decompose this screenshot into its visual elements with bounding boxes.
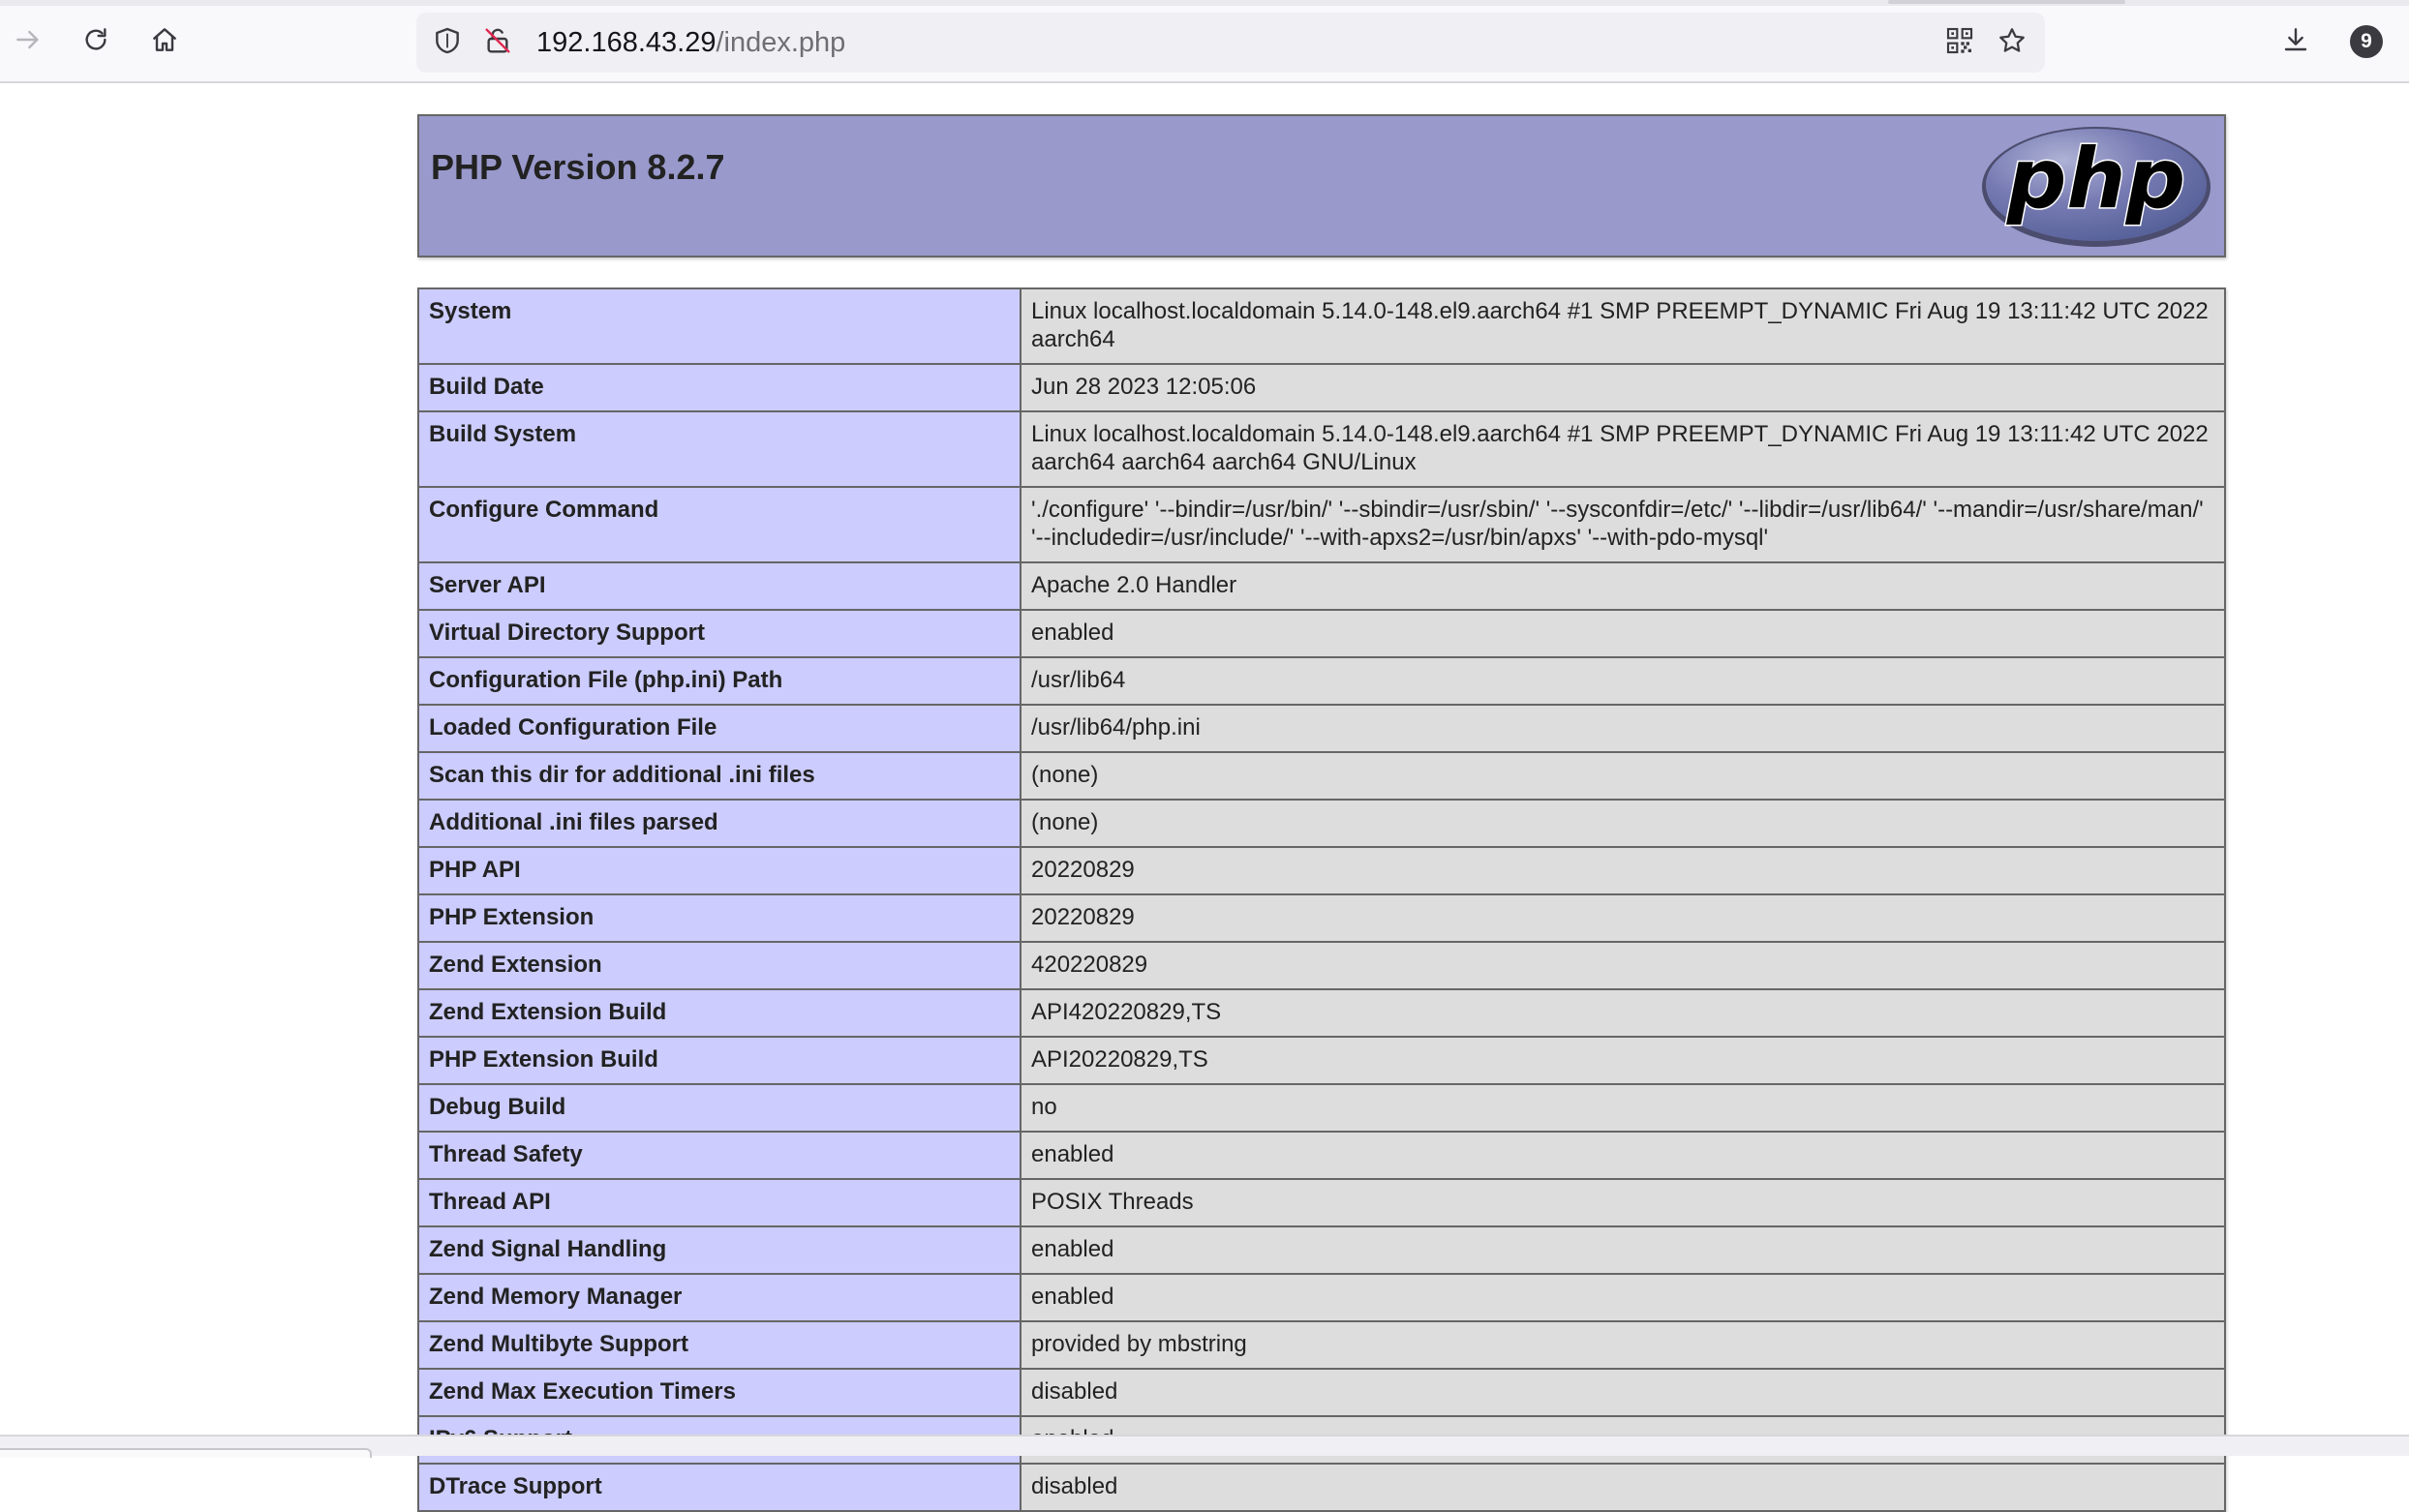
row-value: disabled — [1021, 1464, 2225, 1511]
row-key: Debug Build — [418, 1084, 1021, 1132]
forward-button[interactable] — [6, 19, 50, 64]
row-key: Zend Extension Build — [418, 989, 1021, 1037]
tab-strip — [0, 0, 2409, 6]
status-panel — [0, 1448, 372, 1458]
table-row — [418, 1369, 2225, 1416]
table-row — [418, 562, 2225, 610]
row-value: enabled — [1021, 1132, 2225, 1179]
active-tab-indicator[interactable] — [1888, 0, 2125, 4]
account-badge[interactable]: 9 — [2350, 25, 2383, 58]
table-row — [418, 1274, 2225, 1321]
row-value: 420220829 — [1021, 942, 2225, 989]
table-row — [418, 610, 2225, 657]
row-value: 20220829 — [1021, 894, 2225, 942]
table-row — [418, 288, 2225, 364]
row-value: Jun 28 2023 12:05:06 — [1021, 364, 2225, 411]
row-value: API20220829,TS — [1021, 1037, 2225, 1084]
row-value: provided by mbstring — [1021, 1321, 2225, 1369]
phpinfo-header — [417, 114, 2226, 257]
table-row — [418, 1084, 2225, 1132]
qr-code-button[interactable] — [1942, 25, 1977, 60]
row-key: Build System — [418, 411, 1021, 487]
download-icon — [2280, 24, 2311, 60]
php-logo[interactable] — [1978, 124, 2214, 250]
row-key: PHP API — [418, 847, 1021, 894]
reload-button[interactable] — [74, 19, 118, 64]
row-key: Virtual Directory Support — [418, 610, 1021, 657]
row-key: Thread Safety — [418, 1132, 1021, 1179]
row-key: Configure Command — [418, 487, 1021, 562]
home-button[interactable] — [142, 19, 187, 64]
row-value: API420220829,TS — [1021, 989, 2225, 1037]
row-key: Zend Signal Handling — [418, 1226, 1021, 1274]
row-value: no — [1021, 1084, 2225, 1132]
table-row — [418, 1132, 2225, 1179]
phpinfo-table — [417, 287, 2226, 1512]
row-key: DTrace Support — [418, 1464, 1021, 1511]
table-row — [418, 752, 2225, 800]
page-content — [0, 83, 2409, 1499]
phpinfo-table-body — [418, 288, 2225, 1511]
table-row — [418, 1226, 2225, 1274]
row-value: Apache 2.0 Handler — [1021, 562, 2225, 610]
url-host: 192.168.43.29 — [536, 27, 717, 58]
table-row — [418, 847, 2225, 894]
downloads-button[interactable] — [2273, 19, 2318, 64]
page-title: PHP Version 8.2.7 — [431, 147, 725, 187]
table-row — [418, 1464, 2225, 1511]
row-value: (none) — [1021, 752, 2225, 800]
status-bar — [0, 1435, 2409, 1456]
row-value: enabled — [1021, 610, 2225, 657]
reload-icon — [80, 24, 111, 60]
php-logo-text: php — [2006, 131, 2186, 227]
row-key: Loaded Configuration File — [418, 705, 1021, 752]
row-key: System — [418, 288, 1021, 364]
table-row — [418, 705, 2225, 752]
url-path: /index.php — [716, 27, 846, 58]
row-key: PHP Extension Build — [418, 1037, 1021, 1084]
qr-code-icon — [1944, 25, 1975, 61]
table-row — [418, 1179, 2225, 1226]
table-row — [418, 942, 2225, 989]
row-key: Zend Max Execution Timers — [418, 1369, 1021, 1416]
tracking-protection-button[interactable] — [430, 25, 465, 60]
row-key: Thread API — [418, 1179, 1021, 1226]
row-value: './configure' '--bindir=/usr/bin/' '--sbindir=/usr/sbin/' '--sysconfdir=/etc/' '--libdir=/usr/lib64/' '--mandir=/usr/share/man/' '--includedir=/usr/include/' '--with-apxs2=/usr/bin/apxs' '--with-pdo-mysql' — [1021, 487, 2225, 562]
row-key: PHP Extension — [418, 894, 1021, 942]
site-security-button[interactable] — [480, 25, 515, 60]
url-text[interactable] — [536, 13, 845, 73]
table-row — [418, 894, 2225, 942]
table-row — [418, 487, 2225, 562]
table-row — [418, 411, 2225, 487]
row-value: Linux localhost.localdomain 5.14.0-148.el9.aarch64 #1 SMP PREEMPT_DYNAMIC Fri Aug 19 13:11:42 UTC 2022 aarch64 — [1021, 288, 2225, 364]
row-key: Scan this dir for additional .ini files — [418, 752, 1021, 800]
row-value: POSIX Threads — [1021, 1179, 2225, 1226]
row-key: Additional .ini files parsed — [418, 800, 1021, 847]
table-row — [418, 989, 2225, 1037]
table-row — [418, 1037, 2225, 1084]
table-row — [418, 657, 2225, 705]
bookmark-button[interactable] — [1995, 25, 2029, 60]
shield-icon — [432, 25, 463, 61]
row-value: disabled — [1021, 1369, 2225, 1416]
row-value: /usr/lib64 — [1021, 657, 2225, 705]
browser-toolbar — [0, 0, 2409, 83]
table-row — [418, 800, 2225, 847]
row-key: Build Date — [418, 364, 1021, 411]
home-icon — [149, 24, 180, 60]
row-key: Zend Multibyte Support — [418, 1321, 1021, 1369]
row-key: Zend Memory Manager — [418, 1274, 1021, 1321]
table-row — [418, 1321, 2225, 1369]
row-value: Linux localhost.localdomain 5.14.0-148.el9.aarch64 #1 SMP PREEMPT_DYNAMIC Fri Aug 19 13:11:42 UTC 2022 aarch64 aarch64 aarch64 GNU/Linux — [1021, 411, 2225, 487]
row-key: Server API — [418, 562, 1021, 610]
arrow-right-icon — [13, 24, 44, 60]
row-value: (none) — [1021, 800, 2225, 847]
row-value: 20220829 — [1021, 847, 2225, 894]
row-key: Configuration File (php.ini) Path — [418, 657, 1021, 705]
insecure-lock-icon — [482, 25, 513, 61]
star-icon — [1997, 25, 2028, 61]
row-value: /usr/lib64/php.ini — [1021, 705, 2225, 752]
address-bar[interactable] — [416, 13, 2045, 73]
table-row — [418, 364, 2225, 411]
row-key: Zend Extension — [418, 942, 1021, 989]
row-value: enabled — [1021, 1274, 2225, 1321]
row-value: enabled — [1021, 1226, 2225, 1274]
